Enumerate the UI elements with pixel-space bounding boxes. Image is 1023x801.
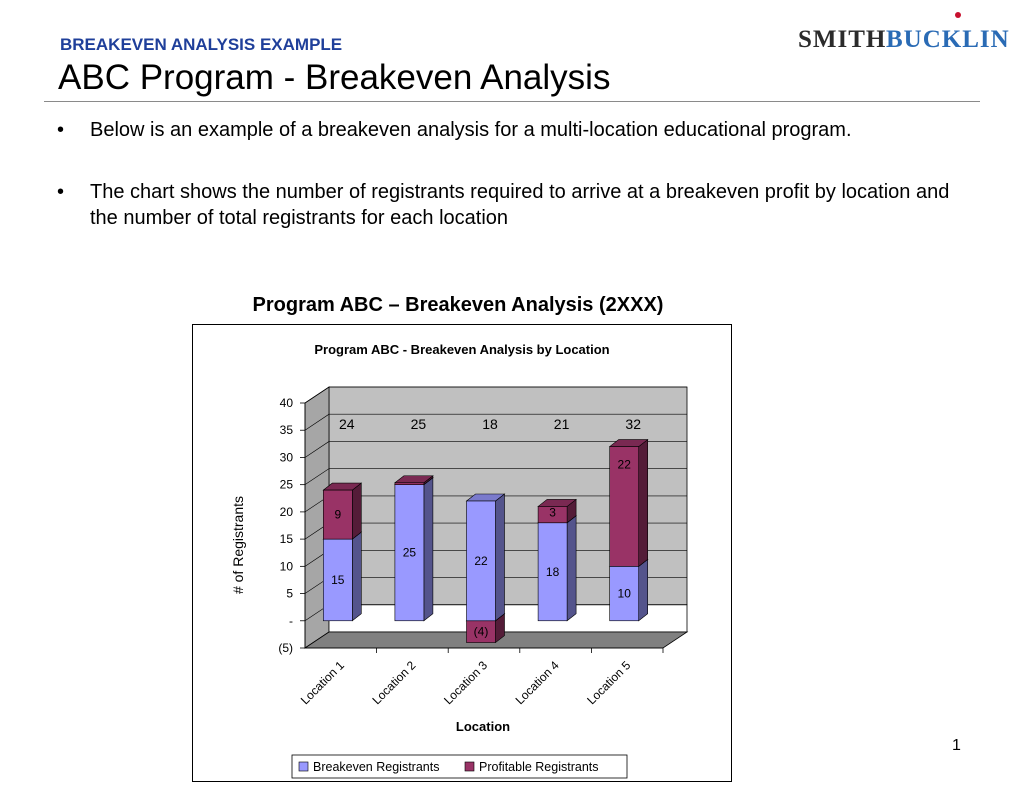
y-tick-label: 5 (286, 586, 293, 601)
breakeven-bar-side (639, 559, 648, 620)
logo-text-bucklin: BUCKLIN (886, 26, 1010, 53)
breakeven-data-label: 10 (617, 586, 631, 601)
breakeven-data-label: 22 (474, 553, 488, 568)
slide-title: ABC Program - Breakeven Analysis (58, 58, 611, 97)
bullet-item (57, 179, 957, 231)
x-tick-label: Location 3 (441, 658, 491, 708)
bullet-marker: • (57, 181, 65, 203)
x-tick-label: Location 5 (584, 658, 634, 708)
x-axis-title: Location (455, 719, 511, 734)
profitable-bar-side (639, 440, 648, 567)
total-label: 24 (339, 415, 355, 432)
chart-title: Program ABC - Breakeven Analysis by Location (314, 342, 610, 357)
profitable-bar-side (352, 483, 361, 539)
chart-heading: Program ABC – Breakeven Analysis (2XXX) (252, 294, 664, 316)
profitable-data-label: 9 (334, 507, 342, 522)
bullet-text: The chart shows the number of registrants required to arrive at a breakeven profit by location and the number of total registrants for each location (90, 181, 950, 229)
profitable-data-label: (4) (473, 624, 489, 639)
legend-label: Breakeven Registrants (313, 760, 440, 774)
total-label: 32 (625, 415, 641, 432)
y-tick-label: 35 (279, 423, 293, 438)
y-tick-label: 15 (279, 532, 293, 547)
breakeven-bar-side (496, 494, 505, 621)
legend-swatch (465, 762, 474, 771)
total-label: 25 (410, 415, 427, 432)
breakeven-bar-side (352, 532, 361, 621)
y-tick-label: 40 (279, 396, 293, 410)
breakeven-bar-side (567, 516, 576, 621)
page-number: 1 (952, 737, 961, 754)
y-tick-label: - (289, 613, 293, 628)
y-tick-label: 10 (279, 559, 293, 574)
bullet-list (57, 117, 957, 267)
x-tick-label: Location 2 (369, 658, 419, 708)
smithbucklin-logo (798, 10, 1018, 54)
total-label: 18 (482, 415, 498, 432)
breakeven-data-label: 15 (331, 572, 345, 587)
breakeven-bar-side (424, 478, 433, 621)
breakeven-chart (193, 325, 731, 781)
legend-swatch (299, 762, 308, 771)
y-axis-title: # of Registrants (230, 495, 246, 595)
total-label: 21 (553, 415, 570, 432)
bullet-marker: • (57, 119, 65, 141)
logo-dot-icon (955, 12, 961, 18)
chart-frame (192, 324, 732, 782)
breakeven-data-label: 18 (545, 564, 560, 579)
profitable-data-label: 22 (617, 457, 631, 472)
bullet-item (57, 117, 957, 143)
bullet-text: Below is an example of a breakeven analysis for a multi-location educational program. (90, 119, 852, 141)
profitable-bar (395, 483, 424, 485)
slide-subtitle: BREAKEVEN ANALYSIS EXAMPLE (60, 35, 343, 54)
y-tick-label: 25 (279, 477, 293, 492)
y-tick-label: 20 (279, 504, 293, 519)
x-tick-label: Location 4 (512, 658, 562, 708)
profitable-data-label: 3 (549, 505, 556, 520)
x-tick-label: Location 1 (297, 658, 347, 708)
legend-label: Profitable Registrants (479, 760, 599, 774)
y-tick-label: 30 (279, 450, 293, 465)
title-divider (44, 101, 980, 102)
breakeven-data-label: 25 (402, 545, 417, 560)
logo-text-smith: SMITH (798, 26, 887, 53)
y-tick-label: (5) (278, 641, 293, 655)
